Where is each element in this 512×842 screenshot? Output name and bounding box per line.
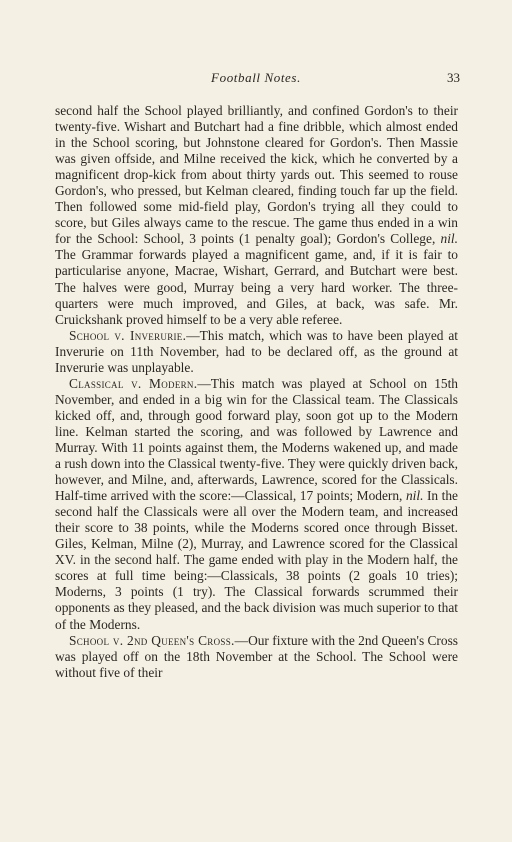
paragraph-school-v-queens-cross — [55, 633, 458, 681]
section-heading: School v. Inverurie. — [69, 327, 187, 343]
section-heading: Classical v. Modern. — [69, 375, 198, 391]
italic-score: nil. — [440, 231, 458, 247]
paragraph-text-continued: In the second half the Classicals were all over the Modern team, and increased their score to 38 points, while the Moderns scored once through Bisset. Giles, Kelman, Milne (2), Murray, and Lawrence scored for the Classical XV. in the second half. The game ended with play in the Modern half, the scores at full time being:—Classicals, 38 points (2 goals 10 tries); Moderns, 3 points (1 try). The Classical forwards scrummed their opponents as they pleased, and the back division was much superior to that of the Moderns. — [55, 488, 459, 632]
paragraph-text: —Our fixture with the 2nd Queen's Cross was played off on the 18th November at the School. The School were without five of their — [55, 632, 459, 680]
section-heading: School v. 2nd Queen's Cross. — [69, 632, 235, 648]
paragraph-school-v-inverurie — [55, 328, 458, 376]
body-text — [55, 103, 458, 681]
italic-score: nil. — [405, 488, 424, 504]
running-title: Football Notes. — [211, 70, 301, 85]
page-number: 33 — [447, 70, 460, 85]
running-head — [0, 70, 512, 90]
paragraph-text: —This match, which was to have been played at Inverurie on 11th November, had to be declared off, as the ground at Inverurie was unplayable. — [55, 327, 458, 375]
paragraph-text: —This match was played at School on 15th November, and ended in a big win for the Classical team. The Classicals kicked off, and, through good forward play, soon got up to the Modern line. Kelman started the scoring, and was followed by Lawrence and Murray. With 11 points against them, the Moderns wakened up, and made a rush down into the Classical twenty-five. They were quickly driven back, however, and Milne, and, afterwards, Lawrence, scored for the Classicals. Half-time arrived with the score:—Classical, 17 points; Modern, — [55, 375, 458, 504]
paragraph-text: second half the School played brilliantly, and confined Gordon's to their twenty-five. Wishart and Butchart had a fine dribble, which almost ended in the School scoring, but Johnstone cleared for Gordon's. Then Massie was given offside, and Milne received the kick, which he converted by a magnificent drop-kick from about thirty yards out. This seemed to rouse Gordon's, who pressed, but Kelman cleared, finding touch far up the field. Then followed some mid-field play, Gordon's trying all they could to score, but Giles always came to the rescue. The game thus ended in a win for the School: School, 3 points (1 penalty goal); Gordon's College, — [55, 103, 458, 247]
paragraph-match-report-gordons — [55, 103, 458, 328]
paragraph-text-continued: The Grammar forwards played a magnificent game, and, if it is fair to particularise anyone, Macrae, Wishart, Gerrard, and Butchart were best. The halves were good, Murray being a very hard worker. The three-quarters were much improved, and Giles, at back, was safe. Mr. Cruickshank proved himself to be a very able referee. — [55, 247, 458, 327]
paragraph-classical-v-modern — [55, 376, 458, 633]
